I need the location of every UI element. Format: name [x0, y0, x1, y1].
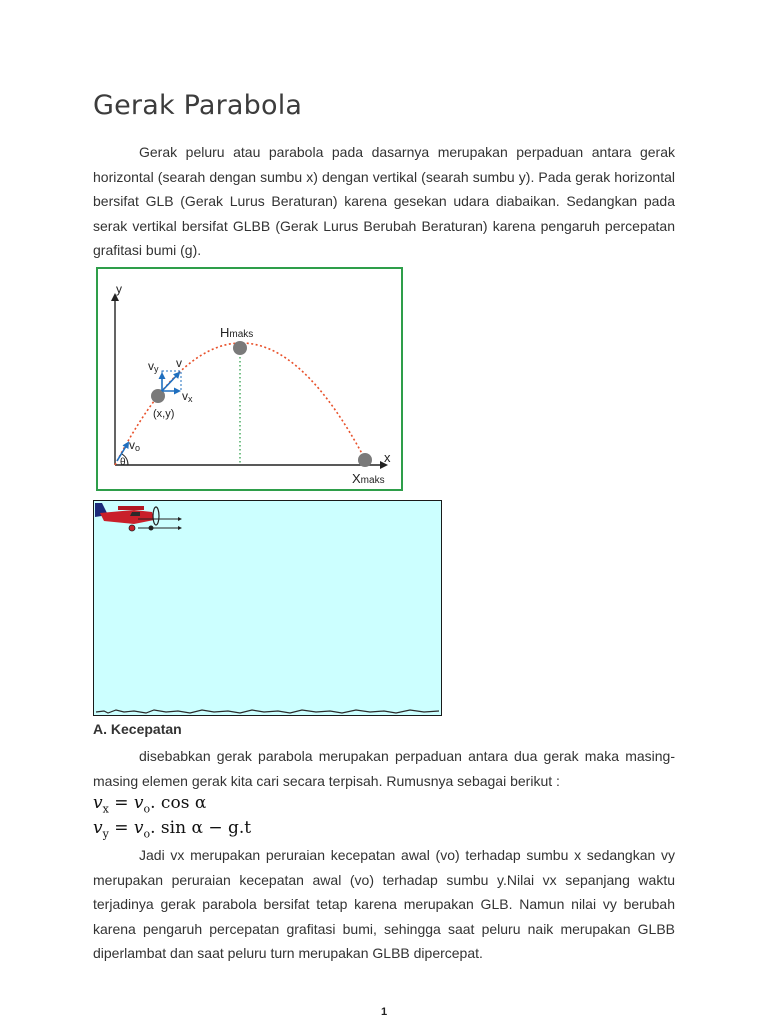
theta-label: θ: [120, 457, 126, 468]
x-axis-label: x: [384, 450, 391, 465]
vx-label: vx: [182, 389, 193, 404]
projectile-diagram: [96, 267, 403, 491]
v0-label: vo: [129, 438, 141, 453]
projectile-diagram-svg: [98, 269, 401, 489]
airplane-icon: [95, 503, 182, 531]
page-title: Gerak Parabola: [93, 90, 303, 121]
hmaks-label: Hmaks: [220, 325, 254, 340]
intro-paragraph: Gerak peluru atau parabola pada dasarnya merupakan perpaduan antara gerak horizontal (searah dengan sumbu x) dengan vertikal (searah sumbu y). Pada gerak horizontal bersifat GLB (Gerak Lurus Beraturan) karena gesekan udara diabaikan. Sedangkan pada serak vertikal bersifat GLBB (Gerak Lurus Berubah Beraturan) karena pengaruh percepatan grafitasi bumi (g).: [93, 144, 675, 258]
ball-at-xmaks: [358, 453, 372, 467]
kecepatan-paragraph: disebabkan gerak parabola merupakan perpaduan antara dua gerak maka masing-masing elemen gerak kita cari secara terpisah. Rumusnya sebagai berikut :: [93, 748, 675, 789]
formula-vy: $v_y = v_o$. sin α − g.t: [93, 818, 252, 841]
page-number: 1: [380, 1006, 388, 1018]
airplane-animation-svg: [94, 501, 441, 715]
explanation-paragraph: Jadi vx merupakan peruraian kecepatan awal (vo) terhadap sumbu x sedangkan vy merupakan peruraian kecepatan awal (vo) terhadap sumbu y.Nilai vx sepanjang waktu terjadinya gerak parabola bersifat tetap karena merupakan GLB. Namun nilai vy berubah karena pengaruh percepatan grafitasi bumi, sehingga saat peluru naik merupakan GLBB diperlambat dan saat peluru turn merupakan GLBB dipercepat.: [93, 847, 675, 961]
xmaks-label: Xmaks: [352, 471, 385, 486]
ball-at-hmaks: [233, 341, 247, 355]
section-heading-kecepatan: A. Kecepatan: [93, 721, 182, 737]
v-vector: [162, 373, 179, 391]
vy-label: vy: [148, 359, 159, 374]
ground-line: [96, 710, 439, 713]
airplane-animation: [93, 500, 442, 716]
y-axis-label: y: [116, 282, 122, 296]
v-label: v: [176, 356, 182, 370]
point-xy-label: (x,y): [153, 408, 175, 420]
formula-vx: $v_x = v_o$. cos α: [93, 793, 207, 816]
